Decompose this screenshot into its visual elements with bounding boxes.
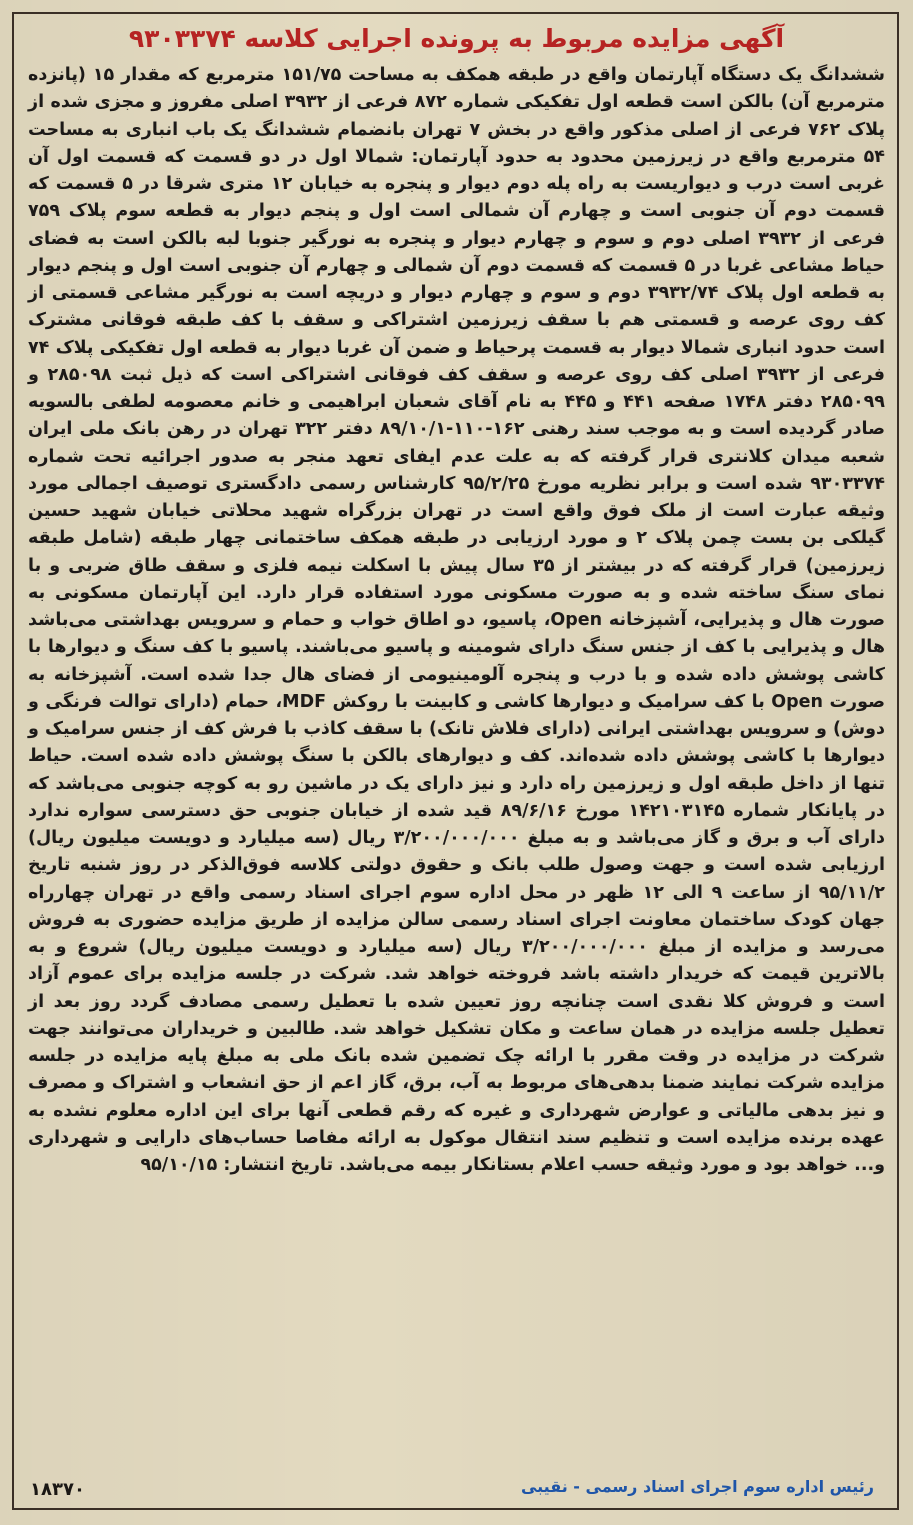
notice-title: آگهی مزایده مربوط به پرونده اجرایی کلاسه ۹۳۰۳۳۷۴ — [128, 24, 785, 53]
notice-body: ششدانگ یک دستگاه آپارتمان واقع در طبقه همکف به مساحت ۱۵۱/۷۵ مترمربع که مقدار ۱۵ (پانزده مترمربع آن) بالکن است قطعه اول تفکیکی شماره ۸۷۲ فرعی از ۳۹۳۲ اصلی مفروز و مجزی شده از پلاک ۷۶۲ فرعی از اصلی مذکور واقع در بخش ۷ تهران بانضمام ششدانگ یک باب انباری به مساحت ۵۴ مترمربع واقع در زیرزمین محدود به حدود آپارتمان: شمالا اول در دو قسمت که قسمت اول آن غربی است درب و دیواریست به راه پله دوم دیوار و پنجره به خیابان ۱۲ متری شرقا در ۵ قسمت که قسمت دوم آن جنوبی است و چهارم آن شمالی است اول و پنجم دیوار به قطعه سوم پلاک ۷۵۹ فرعی از ۳۹۳۲ اصلی دوم و سوم و چهارم دیوار و پنجره به نورگیر جنوبا لبه بالکن است به فضای حیاط مشاعی غربا در ۵ قسمت که قسمت دوم آن شمالی و چهارم آن جنوبی است اول و پنجم دیوار به قطعه اول پلاک ۳۹۳۲/۷۴ دوم و سوم و چهارم دیوار و دریچه است به نورگیر مشاعی قسمتی از کف روی عرصه و قسمتی هم با سقف زیرزمین اشتراکی و سقف با کف طبقه فوقانی مشترک است حدود انباری شمالا دیوار به قسمت پرحیاط و ضمن آن غربا دیوار به قطعه اول تفکیکی پلاک ۷۴ فرعی از ۳۹۳۲ اصلی کف روی عرصه و سقف کف فوقانی اشتراکی است که ذیل ثبت ۲۸۵۰۹۸ و ۲۸۵۰۹۹ دفتر ۱۷۴۸ صفحه ۴۴۱ و ۴۴۵ به نام آقای شعبان ابراهیمی و خانم معصومه لطفی بالسویه صادر گردیده است و به موجب سند رهنی ۱۶۲-۱۱۰-۸۹/۱۰/۱ دفتر ۳۲۲ تهران در رهن بانک ملی ایران شعبه میدان کلانتری قرار گرفته که به علت عدم ایفای تعهد منجر به صدور اجرائیه تحت شماره ۹۳۰۳۳۷۴ شده است و برابر نظریه مورخ ۹۵/۲/۲۵ کارشناس رسمی دادگستری توصیف اجمالی مورد وثیقه عبارت است از ملک فوق واقع است در تهران بزرگراه شهید محلاتی خیابان شهید حسین گیلکی بن بست چمن پلاک ۲ و مورد ارزیابی در طبقه همکف ساختمانی چهار طبقه (شامل طبقه زیرزمین) قرار گرفته که در بیشتر از ۳۵ سال پیش با اسکلت نیمه فلزی و سقف طاق ضربی و با نمای سنگ ساخته شده و به صورت مسکونی مورد استفاده قرار دارد. این آپارتمان مسکونی به صورت هال و پذیرایی، آشپزخانه Open، پاسیو، دو اطاق خواب و حمام و سرویس بهداشتی می‌باشد هال و پذیرایی با کف از جنس سنگ دارای شومینه و پاسیو می‌باشند. پاسیو با کف سنگ و دیوارها با کاشی پوشش داده شده و با درب و پنجره آلومینیومی از فضای هال جدا شده است. آشپزخانه به صورت Open با کف سرامیک و دیوارها کاشی و کابینت با روکش MDF، حمام (دارای توالت فرنگی و دوش) و سرویس بهداشتی ایرانی (دارای فلاش تانک) با سقف کاذب با فرش کف از جنس سرامیک و دیوارها با کاشی پوشش داده شده‌اند. کف و دیوارهای بالکن با سنگ پوشش داده شده است. حیاط تنها از داخل طبقه اول و زیرزمین راه دارد و نیز دارای یک در ماشین رو به کوچه جنوبی می‌باشد که در پایانکار شماره ۱۴۲۱۰۳۱۴۵ مورخ ۸۹/۶/۱۶ قید شده از خیابان جنوبی حق دسترسی سواره ندارد دارای آب و برق و گاز می‌باشد و به مبلغ ۳/۲۰۰/۰۰۰/۰۰۰ ریال (سه میلیارد و دویست میلیون ریال) ارزیابی شده است و جهت وصول طلب بانک و حقوق دولتی کلاسه فوق‌الذکر در روز شنبه تاریخ ۹۵/۱۱/۲ از ساعت ۹ الی ۱۲ ظهر در محل اداره سوم اجرای اسناد رسمی واقع در تهران چهارراه جهان کودک ساختمان معاونت اجرای اسناد رسمی سالن مزایده از طریق مزایده حضوری به فروش می‌رسد و مزایده از مبلغ ۳/۲۰۰/۰۰۰/۰۰۰ ریال (سه میلیارد و دویست میلیون ریال) شروع و به بالاترین قیمت که خریدار داشته باشد فروخته خواهد شد. شرکت در جلسه مزایده برای عموم آزاد است و فروش کلا نقدی است چنانچه روز تعیین شده با تعطیل رسمی مصادف گردد روز بعد از تعطیل جلسه مزایده در همان ساعت و مکان تشکیل خواهد شد. طالبین و خریداران می‌توانند جهت شرکت در مزایده در وقت مقرر با ارائه چک تضمین شده بانک ملی به مبلغ پایه مزایده در جلسه مزایده شرکت نمایند ضمنا بدهی‌های مربوط به آب، برق، گاز اعم از حق انشعاب و اشتراک و مصرف و نیز بدهی مالیاتی و عوارض شهرداری و غیره که رقم قطعی آنها برای این اداره معلوم نشده به عهده برنده مزایده است و تنظیم سند انتقال موکول به ارائه مفاصا حساب‌های دارایی و شهرداری و... خواهد بود و مورد وثیقه حسب اعلام بستانکار بیمه می‌باشد. تاریخ انتشار: ۹۵/۱۰/۱۵ — [28, 65, 886, 1175]
signature-line: رئیس اداره سوم اجرای اسناد رسمی - نقیبی — [520, 1477, 874, 1496]
ad-code-number: ۱۸۳۷۰ — [30, 1479, 85, 1500]
